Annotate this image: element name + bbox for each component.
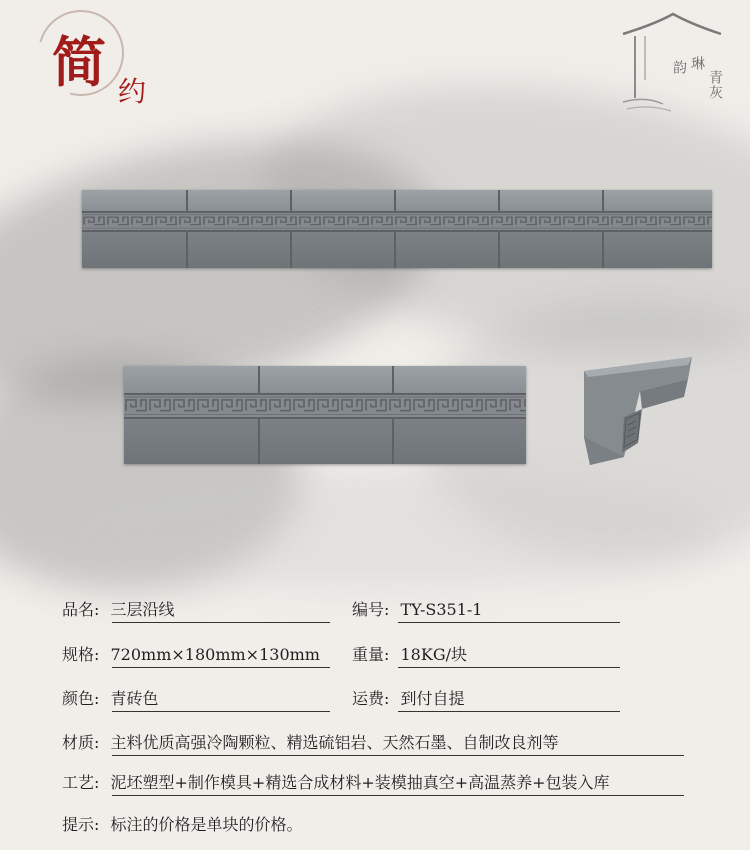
spec-name-row — [62, 597, 175, 620]
spec-tip-row — [62, 812, 303, 835]
divider — [112, 711, 330, 712]
spec-color-label: 颜色: — [62, 689, 100, 708]
spec-process-value: 泥坯塑型+制作模具+精选合成材料+装模抽真空+高温蒸养+包装入库 — [110, 773, 610, 792]
divider — [112, 755, 684, 756]
spec-name-label: 品名: — [62, 600, 100, 619]
spec-weight-value: 18KG/块 — [400, 645, 467, 664]
spec-weight-label: 重量: — [352, 645, 390, 664]
spec-name-value: 三层沿线 — [110, 600, 175, 619]
spec-code-row — [352, 597, 482, 620]
page-title: 简 — [52, 30, 106, 94]
spec-weight-row — [352, 642, 467, 665]
spec-material-label: 材质: — [62, 733, 100, 752]
spec-code-value: TY-S351-1 — [400, 600, 483, 619]
spec-shipping-row — [352, 686, 465, 709]
spec-tip-label: 提示: — [62, 815, 100, 834]
divider — [398, 711, 620, 712]
spec-size-value: 720mm×180mm×130mm — [110, 645, 320, 664]
ink-cloud-decoration — [40, 470, 720, 590]
spec-process-row — [62, 770, 610, 793]
brand-logo — [615, 10, 725, 120]
page-subtitle: 约 — [118, 75, 147, 108]
spec-size-row — [62, 642, 320, 665]
spec-process-label: 工艺: — [62, 773, 100, 792]
spec-code-label: 编号: — [352, 600, 390, 619]
product-front-image-short — [124, 366, 526, 464]
logo-text: 青灰 — [707, 70, 723, 100]
product-front-image-long — [82, 190, 712, 268]
spec-color-row — [62, 686, 159, 709]
product-side-image — [580, 357, 698, 469]
divider — [112, 622, 330, 623]
spec-color-value: 青砖色 — [110, 689, 159, 708]
spec-shipping-value: 到付自提 — [400, 689, 465, 708]
spec-tip-value: 标注的价格是单块的价格。 — [110, 815, 303, 834]
divider — [112, 795, 684, 796]
spec-size-label: 规格: — [62, 645, 100, 664]
spec-material-row — [62, 730, 559, 753]
spec-shipping-label: 运费: — [352, 689, 390, 708]
spec-material-value: 主料优质高强冷陶颗粒、精选硫铝岩、天然石墨、自制改良剂等 — [110, 733, 559, 752]
divider — [398, 622, 620, 623]
divider — [112, 667, 330, 668]
divider — [398, 667, 620, 668]
logo-text: 琳 — [689, 56, 705, 71]
logo-text: 韵 — [671, 60, 687, 75]
